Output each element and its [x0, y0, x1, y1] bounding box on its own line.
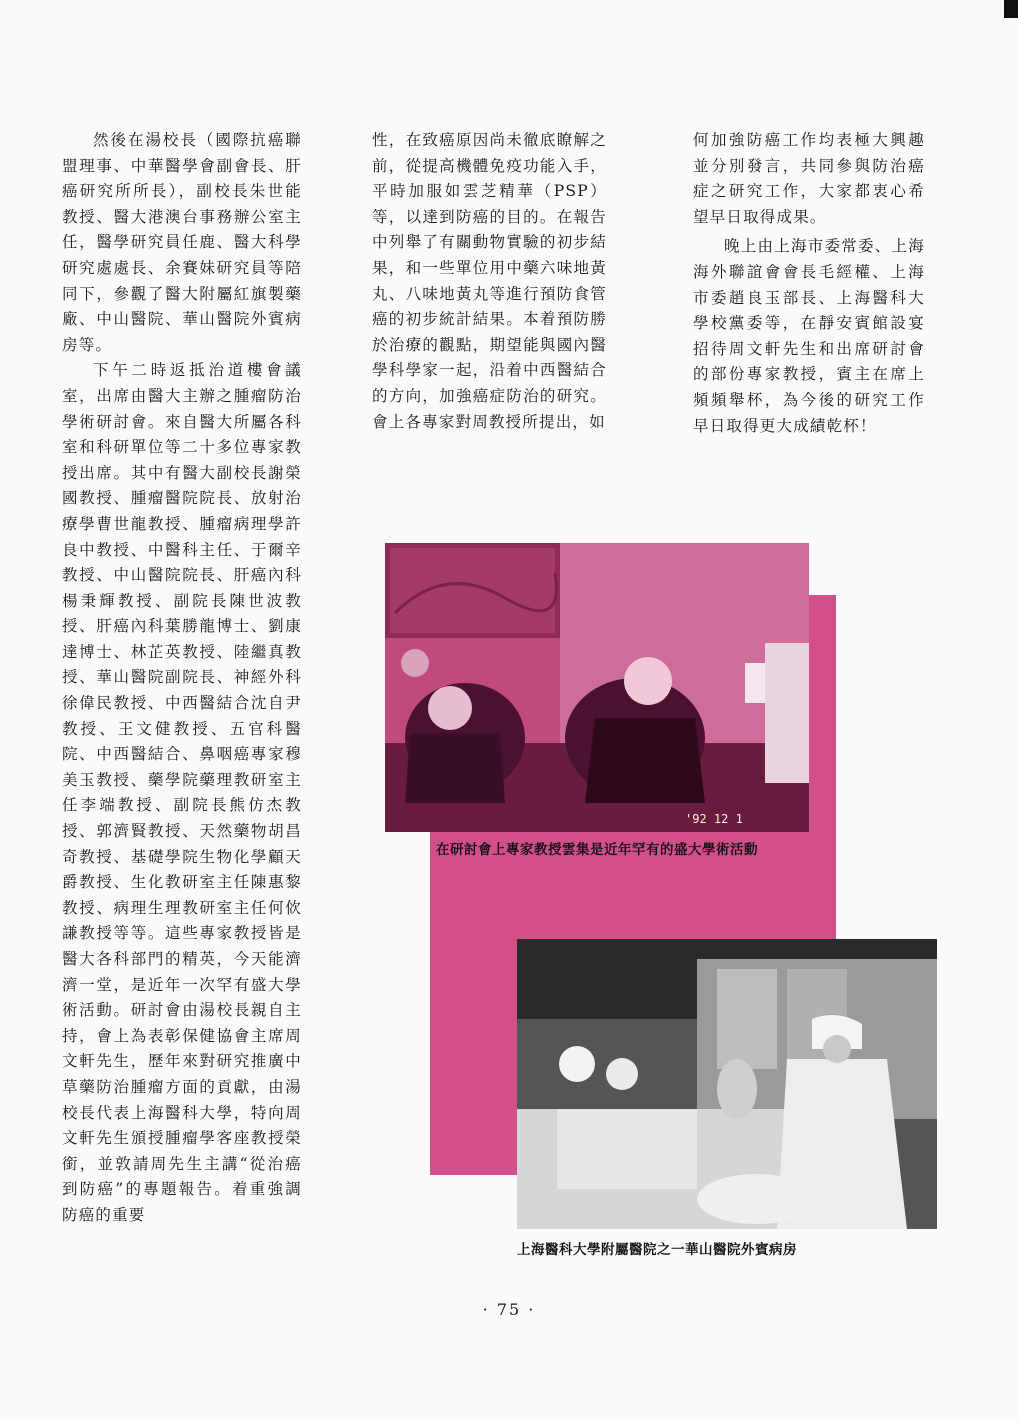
photo-date-stamp: '92 12 1: [685, 812, 743, 826]
text-column-3: [693, 128, 925, 439]
seminar-photo-illustration: [385, 543, 809, 832]
photo-caption-bottom: 上海醫科大學附屬醫院之一華山醫院外賓病房: [517, 1242, 797, 1258]
scan-corner-mark: [1004, 0, 1018, 18]
page-number: · 75 ·: [482, 1300, 536, 1319]
ward-photo: [517, 939, 937, 1229]
photo-caption-top: 在研討會上專家教授雲集是近年罕有的盛大學術活動: [436, 842, 758, 858]
paragraph: 然後在湯校長（國際抗癌聯盟理事、中華醫學會副會長、肝癌研究所所長），副校長朱世能教授、醫大港澳台事務辦公室主任，醫學研究員任鹿、醫大科學研究處處長、余賽妹研究員等陪同下，參觀了醫大附屬紅旗製藥廠、中山醫院、華山醫院外賓病房等。: [62, 131, 302, 354]
paragraph: 晚上由上海市委常委、上海海外聯誼會會長毛經權、上海市委趙良玉部長、上海醫科大學校黨委等，在靜安賓館設宴招待周文軒先生和出席研討會的部份專家教授，賓主在席上頻頻舉杯，為今後的研究工作早日取得更大成績乾杯！: [693, 237, 925, 435]
paragraph: 性，在致癌原因尚未徹底瞭解之前，從提高機體免疫功能入手，平時加服如雲芝精華（PSP）等，以達到防癌的目的。在報告中列舉了有關動物實驗的初步結果，和一些單位用中藥六味地黃丸、八味地黃丸等進行預防食管癌的初步統計結果。本着預防勝於治療的觀點，期望能與國內醫學科學家一起，沿着中西醫結合的方向，加強癌症防治的研究。會上各專家對周教授所提出，如: [372, 131, 607, 431]
text-column-2: [372, 128, 607, 435]
paragraph: 下午二時返抵治道樓會議室，出席由醫大主辦之腫瘤防治學術研討會。來自醫大所屬各科室和科研單位等二十多位專家教授出席。其中有醫大副校長謝榮國教授、腫瘤醫院院長、放射治療學曹世龍教授、腫瘤病理學許良中教授、中醫科主任、于爾辛教授、中山醫院院長、肝癌內科楊秉輝教授、副院長陳世波教授、肝癌內科葉勝龍博士、劉康達博士、林芷英教授、陸繼真教授、華山醫院副院長、神經外科徐偉民教授、中西醫結合沈自尹教授、王文健教授、五官科醫院、中西醫結合、鼻咽癌專家穆美玉教授、藥學院藥理教研室主任李端教授、副院長熊仿杰教授、郭濟賢教授、天然藥物胡昌奇教授、基礎學院生物化學顧天爵教授、生化教研室主任陳惠黎教授、病理生理教研室主任何佽謙教授等等。這些專家教授皆是醫大各科部門的精英，今天能濟濟一堂，是近年一次罕有盛大學術活動。研討會由湯校長親自主持，會上為表彰保健協會主席周文軒先生，歷年來對研究推廣中草藥防治腫瘤方面的貢獻，由湯校長代表上海醫科大學，特向周文軒先生頒授腫瘤學客座教授榮銜，並敦請周先生主講“從治癌到防癌”的專題報告。着重強調防癌的重要: [62, 361, 302, 1224]
ward-photo-illustration: [517, 939, 937, 1229]
text-column-1: [62, 128, 302, 1229]
paragraph: 何加強防癌工作均表極大興趣並分別發言，共同參與防治癌症之研究工作，大家都衷心希望早日取得成果。: [693, 131, 925, 226]
seminar-photo: [385, 543, 809, 832]
